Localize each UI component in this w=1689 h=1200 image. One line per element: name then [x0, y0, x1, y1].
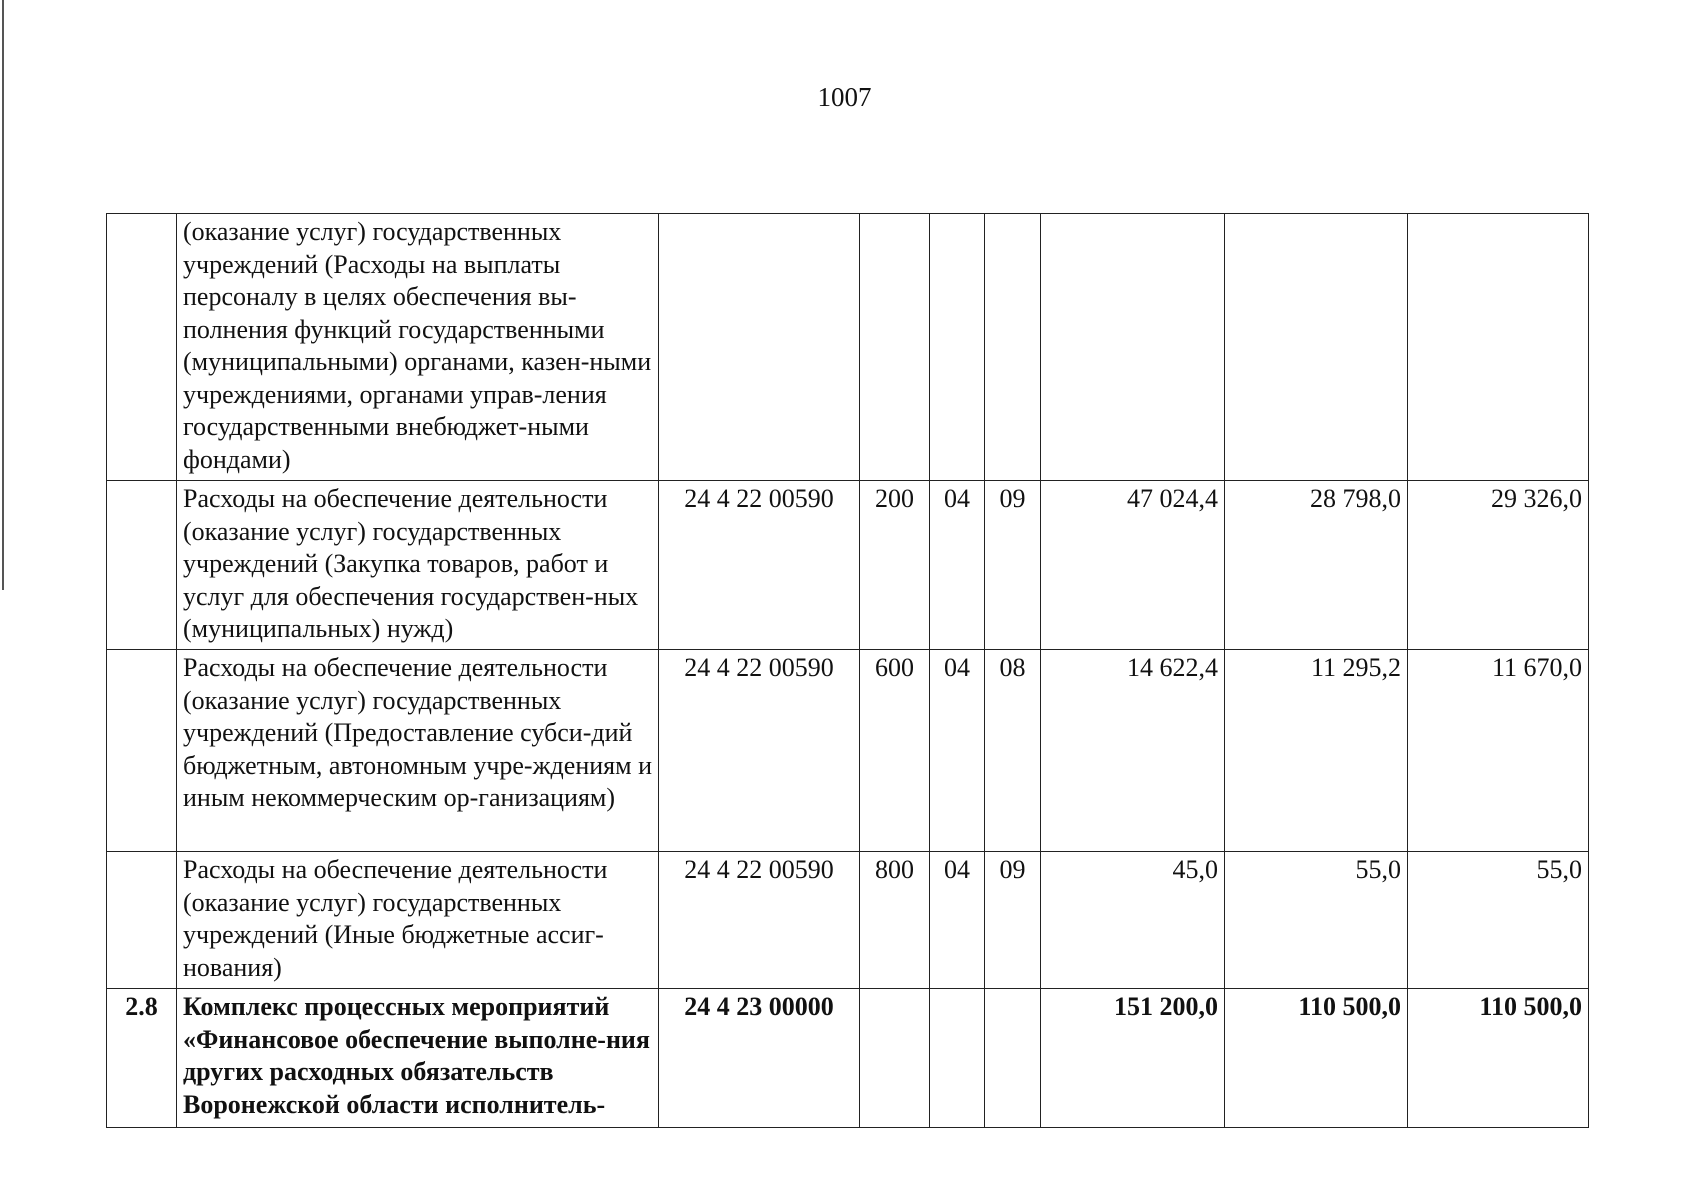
- row-pr-cell: 09: [985, 852, 1041, 989]
- row-amount-2-cell: 110 500,0: [1225, 989, 1408, 1128]
- row-amount-1-cell: 151 200,0: [1041, 989, 1225, 1128]
- row-amount-3-cell: 29 326,0: [1408, 481, 1589, 650]
- row-number-cell: 2.8: [107, 989, 177, 1128]
- table-row: [107, 214, 1589, 481]
- row-amount-2-cell: 55,0: [1225, 852, 1408, 989]
- row-number-cell: [107, 481, 177, 650]
- row-pr-cell: [985, 989, 1041, 1128]
- row-vr-cell: 800: [860, 852, 930, 989]
- row-vr-cell: 200: [860, 481, 930, 650]
- row-name-cell: Комплекс процессных мероприятий «Финансовое обеспечение выполне-ния других расходных обязательств Воронежской области исполнитель-: [177, 989, 659, 1128]
- row-vr-cell: [860, 989, 930, 1128]
- row-name-cell: Расходы на обеспечение деятельности (оказание услуг) государственных учреждений (Закупка товаров, работ и услуг для обеспечения государствен-ных (муниципальных) нужд): [177, 481, 659, 650]
- row-amount-1-cell: 45,0: [1041, 852, 1225, 989]
- row-amount-3-cell: 55,0: [1408, 852, 1589, 989]
- row-code-cell: [659, 214, 860, 481]
- row-vr-cell: [860, 214, 930, 481]
- row-amount-1-cell: [1041, 214, 1225, 481]
- row-amount-2-cell: 28 798,0: [1225, 481, 1408, 650]
- row-number-cell: [107, 852, 177, 989]
- row-rz-cell: [930, 214, 985, 481]
- row-number-cell: [107, 650, 177, 852]
- row-name-cell: (оказание услуг) государственных учреждений (Расходы на выплаты персоналу в целях обеспечения вы-полнения функций государственными (муниципальными) органами, казен-ными учреждениями, органами управ-ления государственными внебюджет-ными фондами): [177, 214, 659, 481]
- row-amount-2-cell: [1225, 214, 1408, 481]
- row-amount-1-cell: 47 024,4: [1041, 481, 1225, 650]
- row-pr-cell: 09: [985, 481, 1041, 650]
- table-row: [107, 989, 1589, 1128]
- row-rz-cell: [930, 989, 985, 1128]
- page-number: 1007: [817, 82, 872, 112]
- row-amount-3-cell: 110 500,0: [1408, 989, 1589, 1128]
- row-code-cell: 24 4 23 00000: [659, 989, 860, 1128]
- budget-table: [106, 213, 1589, 1128]
- row-amount-3-cell: 11 670,0: [1408, 650, 1589, 852]
- row-vr-cell: 600: [860, 650, 930, 852]
- row-code-cell: 24 4 22 00590: [659, 481, 860, 650]
- row-name-cell: Расходы на обеспечение деятельности (оказание услуг) государственных учреждений (Иные бюджетные ассиг-нования): [177, 852, 659, 989]
- table-row: [107, 852, 1589, 989]
- row-rz-cell: 04: [930, 481, 985, 650]
- row-amount-2-cell: 11 295,2: [1225, 650, 1408, 852]
- row-amount-3-cell: [1408, 214, 1589, 481]
- row-pr-cell: 08: [985, 650, 1041, 852]
- row-rz-cell: 04: [930, 650, 985, 852]
- row-pr-cell: [985, 214, 1041, 481]
- row-rz-cell: 04: [930, 852, 985, 989]
- row-name-cell: Расходы на обеспечение деятельности (оказание услуг) государственных учреждений (Предоставление субси-дий бюджетным, автономным учре-ждениям и иным некоммерческим ор-ганизациям): [177, 650, 659, 852]
- row-number-cell: [107, 214, 177, 481]
- row-code-cell: 24 4 22 00590: [659, 650, 860, 852]
- row-amount-1-cell: 14 622,4: [1041, 650, 1225, 852]
- row-code-cell: 24 4 22 00590: [659, 852, 860, 989]
- table-row: [107, 650, 1589, 852]
- table-row: [107, 481, 1589, 650]
